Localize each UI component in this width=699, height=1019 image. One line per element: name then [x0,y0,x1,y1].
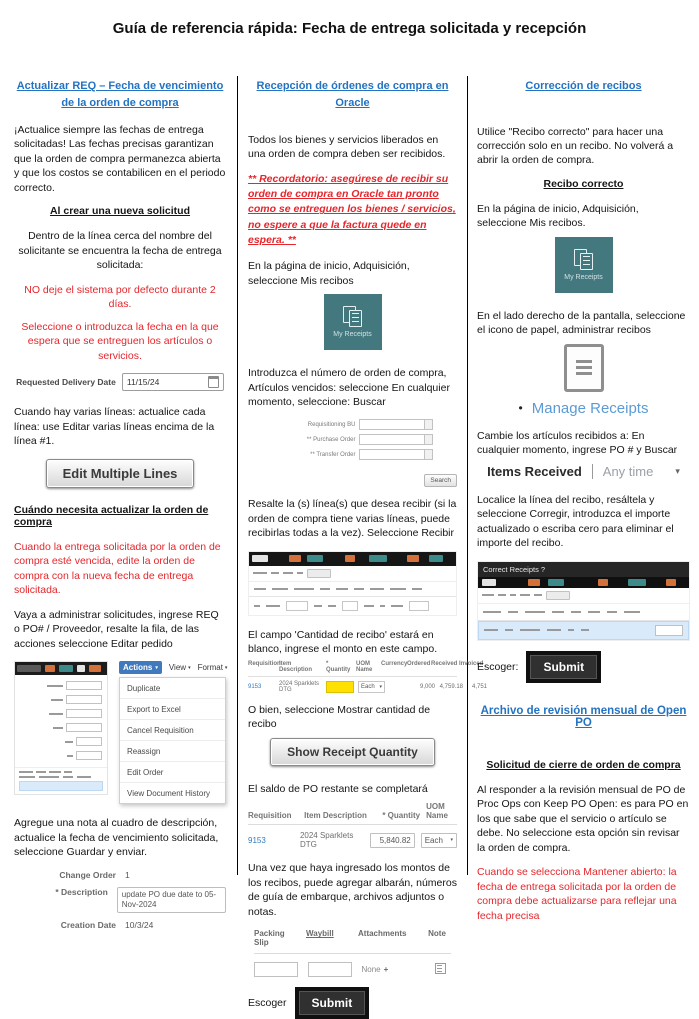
actions-menu-screenshot [119,661,226,804]
open-po-review-link[interactable]: Archivo de revisión mensual de Open PO [480,704,687,729]
chevron-down-icon: ▾ [675,465,680,476]
chevron-down-icon: ▾ [188,664,191,671]
quantity-input-highlighted[interactable] [326,681,354,693]
requested-delivery-date-screenshot [14,373,226,391]
paragraph-enter-po: Introduzca el número de orden de compra, Artículos vencidos: seleccione En cualquier momento, seleccione: Buscar [248,367,450,408]
paragraph-all-goods: Todos los bienes y servicios liberados en una orden de compra deben ser recibidos. [248,134,446,161]
paragraph-intro: ¡Actualice siempre las fechas de entrega solicitadas! Las fechas precisas garantizan que la orden de compra permanezca abierta y que los costos se contabilicen en el periodo correcto. [14,124,226,194]
choose-label: Escoger: [477,660,519,673]
purchase-order-label: ** Purchase Order [306,436,356,443]
chevron-down-icon: ▾ [155,664,158,671]
column-receipt-correction [477,78,690,933]
correct-receipts-title: Correct Receipts ? [478,562,689,577]
format-button-label: Format [197,663,223,673]
uom-select[interactable]: Each ▾ [421,833,457,848]
actions-button-label: Actions [123,663,153,673]
menu-item-edit-order[interactable]: Edit Order [120,762,225,783]
manage-requisitions-screenshots [14,661,226,804]
table-header-row [249,582,456,597]
correct-receipts-screenshot [477,561,690,641]
column-divider [467,76,468,875]
paragraph-quantity-blank: El campo 'Cantidad de recibo' estará en blanco, ingrese el monto en este campo. [248,628,438,656]
change-order-label: Change Order [59,869,116,880]
bullet-icon: • [518,401,523,416]
items-received-value: Any time [602,463,654,479]
column-update-req [14,78,226,937]
reminder-text: ** Recordatorio: asegúrese de recibir su orden de compra en Oracle tan pronto como se entreguen los bienes / servicios, no espere a que la factura quede en espera. ** [248,172,456,246]
purchase-order-input[interactable] [359,434,433,445]
choose-label: Escoger [248,997,287,1010]
paragraph-packing-slip: Una vez que haya ingresado los montos de los recibos, puede agregar albarán, números de guía de embarque, archivos adjuntos o notas. [248,862,457,918]
table-data-row [248,680,487,693]
paragraph-multiple-lines: Cuando hay varias líneas: actualice cada línea: use Editar varias líneas encima de la línea #1. [14,406,215,448]
item-description: 2024 Sparklets DTG [279,680,320,693]
table-toolbar [249,566,456,582]
date-input[interactable] [122,373,224,391]
correct-button[interactable] [546,591,570,600]
items-received-screenshot [477,464,690,479]
subheading-correct-receipt: Recibo correcto [543,177,624,190]
table-data-row [254,962,451,977]
paragraph-highlight-lines: Resalte la (s) línea(s) que desea recibir (si la orden de compra tiene varias líneas, puede recibirlas todas a la vez). Seleccione Recibir [248,498,457,540]
edit-multiple-lines-button[interactable]: Edit Multiple Lines [46,459,195,488]
table-data-row [248,831,457,849]
highlighted-receipt-row[interactable] [478,621,689,640]
receipt-search-form-screenshot [273,419,433,460]
choose-submit-row [248,987,457,1019]
table-toolbar [478,588,689,604]
shipping-details-screenshot [248,929,457,977]
show-receipt-quantity-button[interactable]: Show Receipt Quantity [270,738,435,766]
menu-item-view-document-history[interactable]: View Document History [127,788,210,798]
column-heading-correction: Corrección de recibos [525,80,642,92]
view-button-label: View [168,663,187,673]
search-results [15,767,107,794]
paragraph-line-location: Dentro de la línea cerca del nombre del solicitante se encuentra la fecha de entrega solicitada: [18,230,222,272]
paragraph-add-note: Agregue una nota al cuadro de descripción, actualice la fecha de vencimiento solicitada, seleccione Guardar y enviar. [14,817,219,859]
add-attachment-icon[interactable]: + [383,965,389,975]
date-value: 11/15/24 [126,377,160,388]
paragraph-correct-receipt: Utilice "Recibo correcto" para hacer una corrección solo en un recibo. No volverá a abrir la orden de compra. [477,125,674,167]
column-divider [237,76,238,875]
app-banner [478,577,689,588]
po-balance-table-screenshot [248,802,457,849]
chevron-down-icon: ▾ [379,683,382,690]
warning-keep-open: Cuando se selecciona Mantener abierto: la fecha de entrega solicitada por la orden de compra debe actualizarse para reflejar una fecha precisa [477,866,677,922]
requisition-link[interactable]: 9153 [248,835,266,845]
table-header-row: Requisition Item Description * Quantity UOM Name [248,802,457,825]
manage-receipts-link[interactable]: Manage Receipts [531,399,649,417]
my-receipts-tile[interactable] [324,294,382,350]
table-header-row: Requisition Item Description * Quantity UOM Name Currency Ordered Received Invoiced [248,661,457,677]
change-order-screenshot [44,870,226,930]
warning-select-date: Seleccione o introduzca la fecha en la que espera que se entreguen los artículos o servicios. [21,320,219,362]
quantity-input[interactable]: 5,840.82 [370,833,415,848]
column-heading-receiving: Recepción de órdenes de compra en Oracle [256,80,449,109]
date-field-label: Requested Delivery Date [16,377,116,388]
items-received-select[interactable] [592,464,680,479]
column-heading-update-req: Actualizar REQ – Fecha de vencimiento de la orden de compra [16,80,224,109]
receive-lines-screenshot [248,551,457,616]
paragraph-paper-icon: En el lado derecho de la pantalla, seleccione el icono de papel, administrar recibos [477,309,686,337]
subheading-po-close-request: Solicitud de cierre de orden de compra [486,758,681,771]
search-form-fields [15,675,107,767]
requisition-link[interactable]: 9153 [248,683,262,690]
paragraph-locate-line: Localice la línea del recibo, resáltela y seleccione Corregir, introduzca el importe actualizado o escriba cero para eliminar el importe del recibo. [477,493,674,550]
receipts-icon [343,306,362,328]
submit-button[interactable]: Submit [526,651,601,683]
warning-no-default: NO deje el sistema por defecto durante 2 días. [24,283,216,311]
paper-document-icon[interactable] [564,344,604,392]
format-button[interactable] [198,663,228,672]
my-receipts-tile-label: My Receipts [564,273,603,281]
app-banner [249,552,456,566]
table-header-row: Packing Slip Waybill Attachments Note [254,929,451,954]
choose-submit-row [477,651,690,683]
paragraph-items-received: Cambie los artículos recibidos a: En cualquier momento, ingrese PO # y Buscar [477,429,678,457]
search-button[interactable]: Search [424,474,457,487]
menu-item-cancel-requisition[interactable]: Cancel Requisition [120,720,225,741]
highlighted-result-row[interactable] [19,781,103,791]
description-label: * Description [55,886,108,897]
creation-date-label: Creation Date [60,919,116,930]
correct-quantity-input[interactable] [655,625,683,636]
received-value: 4,759.18 [439,683,463,690]
table-header-row [478,604,689,621]
paragraph-manage-requisitions: Vaya a administrar solicitudes, ingrese REQ o PO# / Proveedor, resalte la fila, de las acciones seleccione Editar pedido [14,608,219,650]
subheading-new-request: Al crear una nueva solicitud [49,205,191,218]
description-input[interactable]: update PO due date to 05-Nov-2024 [117,887,226,913]
attachments-value: None [361,965,381,975]
items-received-label: Items Received [487,463,582,479]
menu-item-reassign[interactable]: Reassign [120,741,225,762]
ordered-value: 9,000 [419,683,435,690]
table-data-row[interactable] [249,597,456,615]
creation-date-value: 10/3/24 [125,919,154,930]
menu-item-duplicate[interactable]: Duplicate [120,678,225,699]
submit-button[interactable]: Submit [295,987,370,1019]
requisitioning-bu-select[interactable] [359,419,433,430]
receipt-quantity-table-screenshot [248,660,487,693]
manage-requisitions-screenshot [14,661,108,795]
actions-dropdown-menu [119,677,226,804]
item-description: 2024 Sparklets DTG [299,831,354,850]
invoiced-value: 4,751 [471,683,487,690]
paragraph-balance: El saldo de PO restante se completará [248,782,428,795]
transfer-order-input[interactable] [359,449,433,460]
my-receipts-tile[interactable] [555,237,613,293]
my-receipts-tile-label: My Receipts [333,331,372,339]
manage-receipts-link-row [477,400,690,417]
page-title: Guía de referencia rápida: Fecha de entrega solicitada y recepción [112,20,587,37]
app-banner [15,662,107,675]
note-icon[interactable] [435,963,446,974]
paragraph-monthly-review: Al responder a la revisión mensual de PO de Proc Ops con Keep PO Open: es para PO en los que sabe que el servicio o artículo se debe. No seleccione esta opción sin revisar la orden de compra. [477,783,689,854]
paragraph-show-receipt: O bien, seleccione Mostrar cantidad de recibo [248,703,431,731]
paragraph-home-page: En la página de inicio, Adquisición, seleccione Mis recibos [248,260,410,287]
column-receiving [248,78,487,1019]
view-button[interactable] [169,663,191,672]
requisitioning-bu-label: Requisitioning BU [307,421,356,428]
chevron-down-icon: ▾ [224,664,228,671]
actions-button[interactable] [119,661,162,674]
waybill-input[interactable] [308,962,352,977]
uom-select[interactable]: Each ▾ [358,681,385,693]
paragraph-home-page: En la página de inicio, Adquisición, seleccione Mis recibos. [477,202,639,230]
warning-overdue: Cuando la entrega solicitada por la orden de compra esté vencida, edite la orden de compra con la nueva fecha de entrega solicitada. [14,540,221,597]
transfer-order-label: ** Transfer Order [310,451,356,458]
change-order-value: 1 [125,869,130,880]
subheading-when-update: Cuándo necesita actualizar la orden de compra [14,503,209,528]
calendar-icon[interactable] [208,376,219,388]
packing-slip-input[interactable] [254,962,298,977]
chevron-down-icon: ▾ [450,837,453,844]
menu-item-export-to-excel[interactable]: Export to Excel [120,699,225,720]
receive-button[interactable] [307,569,331,578]
receipts-icon [574,249,593,271]
table-toolbar [119,661,226,674]
